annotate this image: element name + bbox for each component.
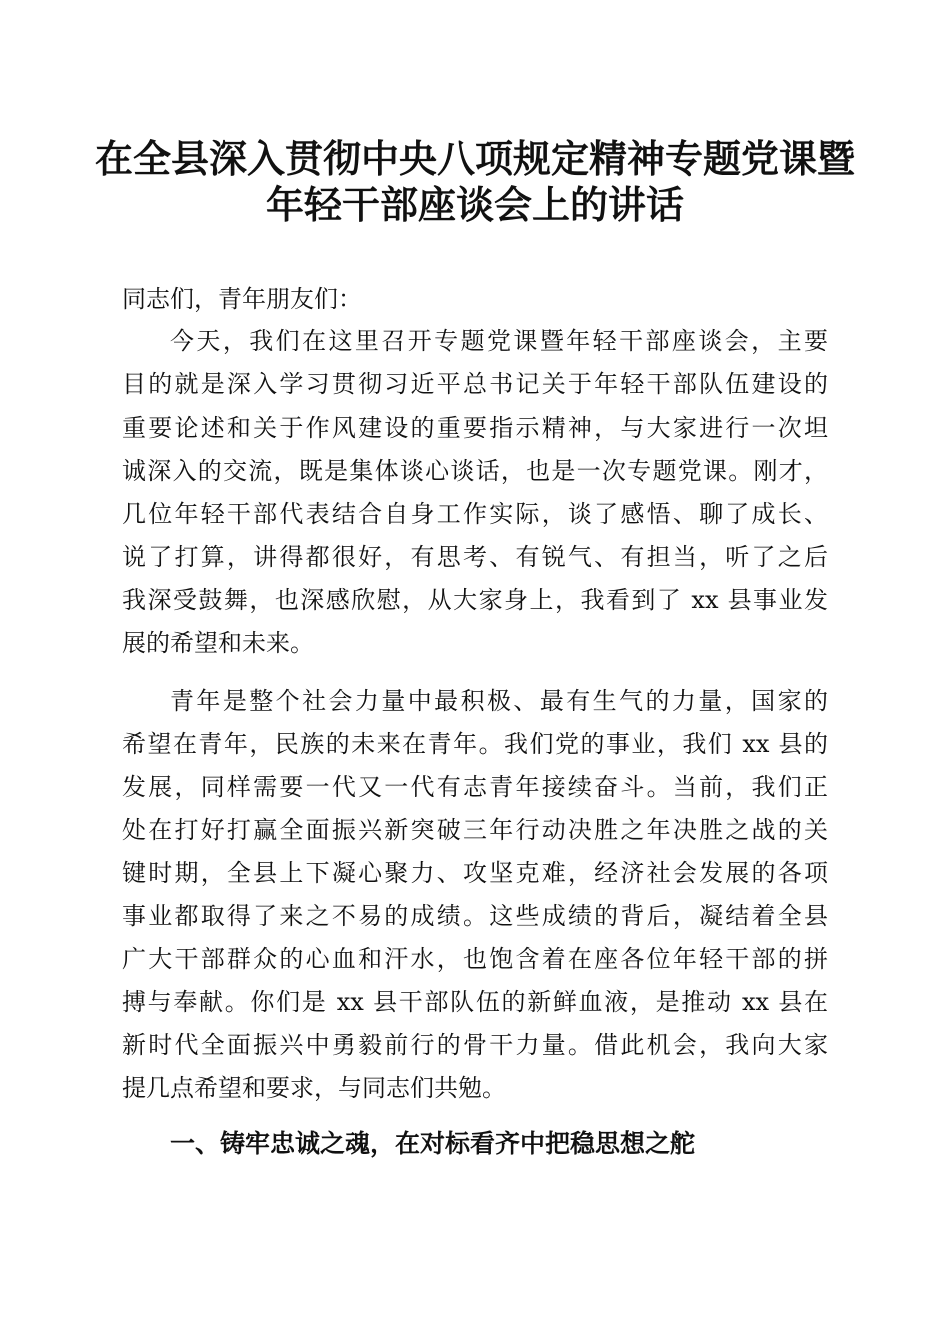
document-title-line-2: 年轻干部座谈会上的讲话 [265,182,684,227]
paragraph-line: 青年是整个社会力量中最积极、最有生气的力量，国家的 [170,687,828,715]
paragraph-line: 今天，我们在这里召开专题党课暨年轻干部座谈会，主要 [170,327,828,355]
document-title-line-1: 在全县深入贯彻中央八项规定精神专题党课暨 [94,136,855,181]
paragraph-line: 提几点希望和要求，与同志们共勉。 [122,1074,506,1102]
paragraph-line: 诚深入的交流，既是集体谈心谈话，也是一次专题党课。刚才， [122,457,828,485]
paragraph-line: 几位年轻干部代表结合自身工作实际，谈了感悟、聊了成长、 [122,500,828,528]
paragraph-line: 重要论述和关于作风建设的重要指示精神，与大家进行一次坦 [122,414,828,442]
greeting: 同志们，青年朋友们： [122,285,362,313]
paragraph-line: 搏与奉献。你们是 xx 县干部队伍的新鲜血液，是推动 xx 县在 [122,988,828,1016]
paragraph-line: 发展，同样需要一代又一代有志青年接续奋斗。当前，我们正 [122,773,828,801]
paragraph-line: 新时代全面振兴中勇毅前行的骨干力量。借此机会，我向大家 [122,1031,828,1059]
paragraph-line: 广大干部群众的心血和汗水，也饱含着在座各位年轻干部的拼 [122,945,828,973]
paragraph-line: 事业都取得了来之不易的成绩。这些成绩的背后，凝结着全县 [122,902,828,930]
paragraph-line: 展的希望和未来。 [122,629,314,657]
paragraph-line: 键时期，全县上下凝心聚力、攻坚克难，经济社会发展的各项 [122,859,828,887]
paragraph-line: 说了打算，讲得都很好，有思考、有锐气、有担当，听了之后 [122,543,828,571]
paragraph-line: 我深受鼓舞，也深感欣慰，从大家身上，我看到了 xx 县事业发 [122,586,828,614]
paragraph-line: 希望在青年，民族的未来在青年。我们党的事业，我们 xx 县的 [122,730,828,758]
paragraph-line: 处在打好打赢全面振兴新突破三年行动决胜之年决胜之战的关 [122,816,828,844]
section-heading: 一、铸牢忠诚之魂，在对标看齐中把稳思想之舵 [170,1129,696,1158]
paragraph-line: 目的就是深入学习贯彻习近平总书记关于年轻干部队伍建设的 [122,370,828,398]
